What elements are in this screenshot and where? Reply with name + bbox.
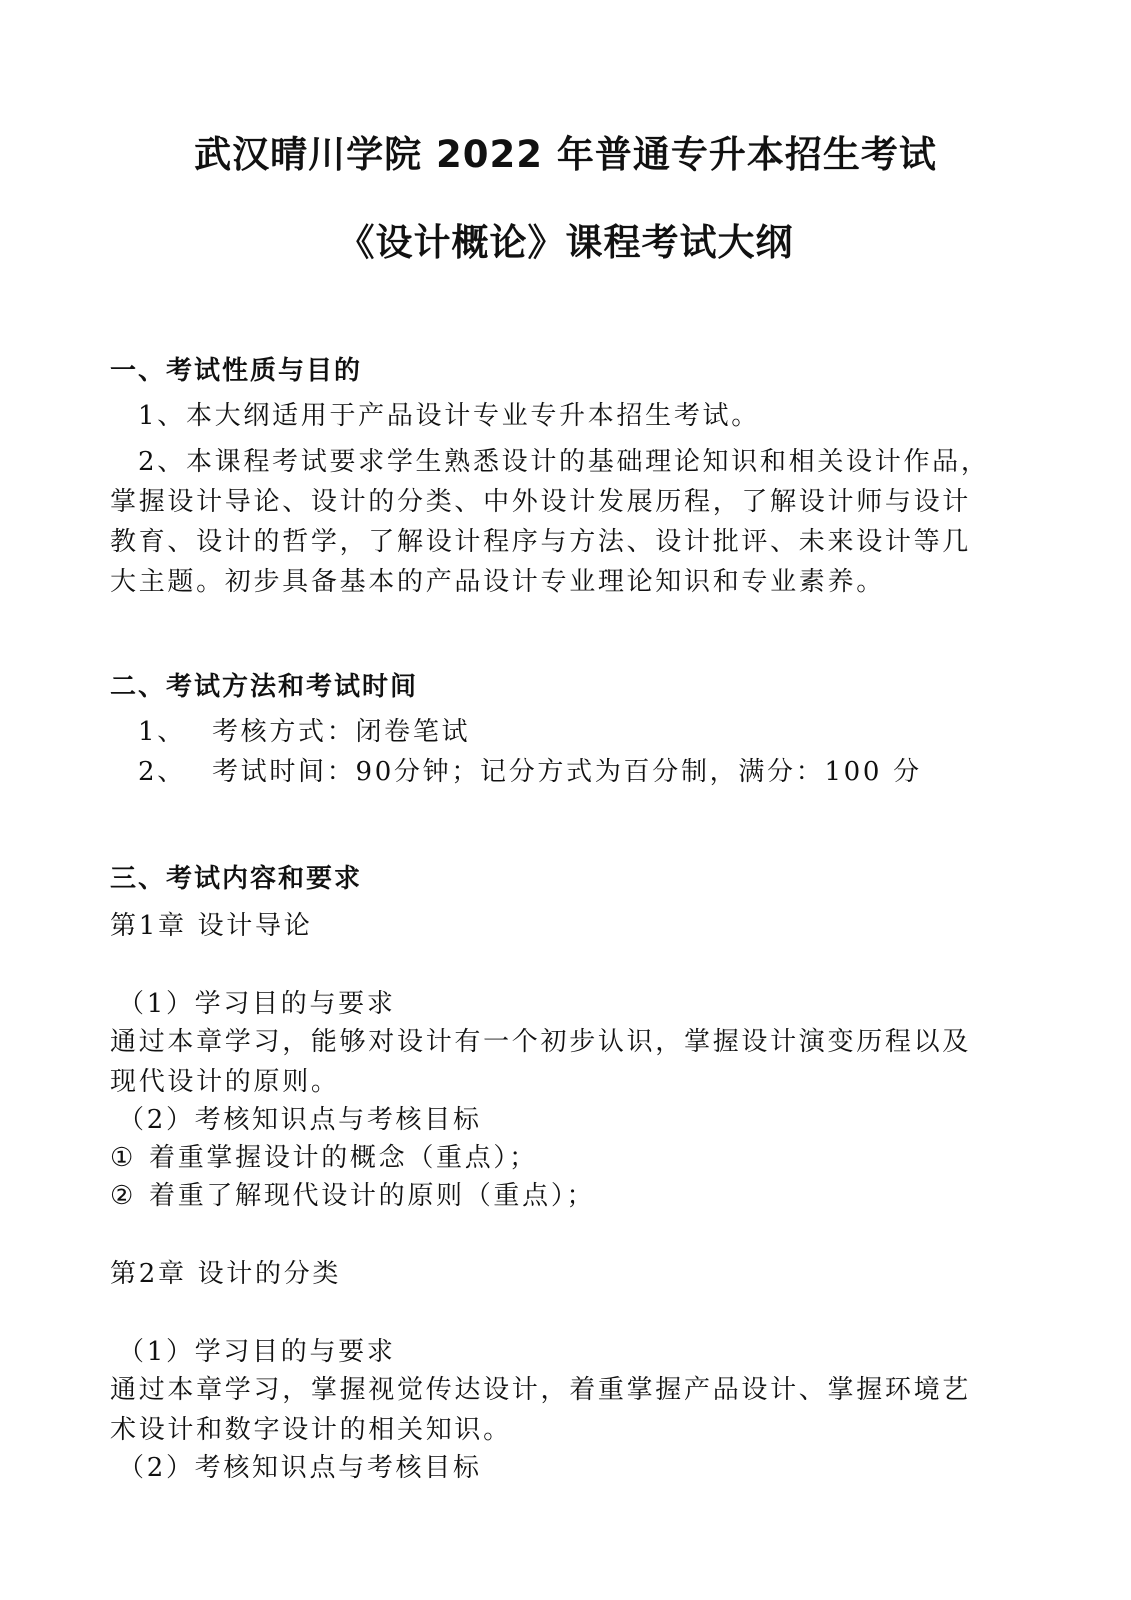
section-3-heading: 三、考试内容和要求 xyxy=(110,864,363,894)
document-title: 武汉晴川学院 2022 年普通专升本招生考试 xyxy=(194,133,937,176)
section-2-item-2 xyxy=(138,752,922,792)
section-1-item-2-line-3: 教育、设计的哲学，了解设计程序与方法、设计批评、未来设计等几 xyxy=(110,527,972,557)
document-subtitle: 《设计概论》课程考试大纲 xyxy=(337,221,794,264)
section-2-item-1-text: 考核方式：闭卷笔试 xyxy=(211,717,471,747)
chapter-1-sub-2-heading: （2）考核知识点与考核目标 xyxy=(118,1105,482,1135)
chapter-2-title: 第2章 设计的分类 xyxy=(110,1259,342,1289)
chapter-2-sub-1-heading: （1）学习目的与要求 xyxy=(118,1337,396,1367)
chapter-2-sub-2-heading: （2）考核知识点与考核目标 xyxy=(118,1453,482,1483)
section-1-item-2-line-2: 掌握设计导论、设计的分类、中外设计发展历程，了解设计师与设计 xyxy=(110,487,972,517)
section-2-item-1 xyxy=(138,712,470,752)
chapter-1-sub-1-line-1: 通过本章学习，能够对设计有一个初步认识，掌握设计演变历程以及 xyxy=(110,1027,972,1057)
section-2-heading: 二、考试方法和考试时间 xyxy=(110,672,419,702)
chapter-1-sub-1-heading: （1）学习目的与要求 xyxy=(118,989,396,1019)
circled-number-2: ② xyxy=(110,1181,137,1211)
section-2-item-1-number: 1、 xyxy=(138,717,186,747)
section-2-item-2-text: 考试时间：90分钟；记分方式为百分制，满分：100 分 xyxy=(211,757,922,787)
chapter-1-point-2-text: 着重了解现代设计的原则（重点）； xyxy=(149,1181,596,1211)
chapter-1-title: 第1章 设计导论 xyxy=(110,911,313,941)
chapter-1-sub-1-line-2: 现代设计的原则。 xyxy=(110,1067,340,1097)
section-1-heading: 一、考试性质与目的 xyxy=(110,356,363,386)
chapter-1-point-1 xyxy=(110,1138,538,1178)
circled-number-1: ① xyxy=(110,1143,137,1173)
section-2-item-2-number: 2、 xyxy=(138,757,186,787)
chapter-2-sub-1-line-1: 通过本章学习，掌握视觉传达设计，着重掌握产品设计、掌握环境艺 xyxy=(110,1375,972,1405)
chapter-2-sub-1-line-2: 术设计和数字设计的相关知识。 xyxy=(110,1415,512,1445)
chapter-1-point-1-text: 着重掌握设计的概念（重点）； xyxy=(149,1143,538,1173)
section-1-item-1: 1、本大纲适用于产品设计专业专升本招生考试。 xyxy=(138,401,760,431)
section-1-item-2-line-4: 大主题。初步具备基本的产品设计专业理论知识和专业素养。 xyxy=(110,567,885,597)
chapter-1-point-2 xyxy=(110,1176,595,1216)
section-1-item-2-line-1: 2、本课程考试要求学生熟悉设计的基础理论知识和相关设计作品， xyxy=(138,447,990,477)
